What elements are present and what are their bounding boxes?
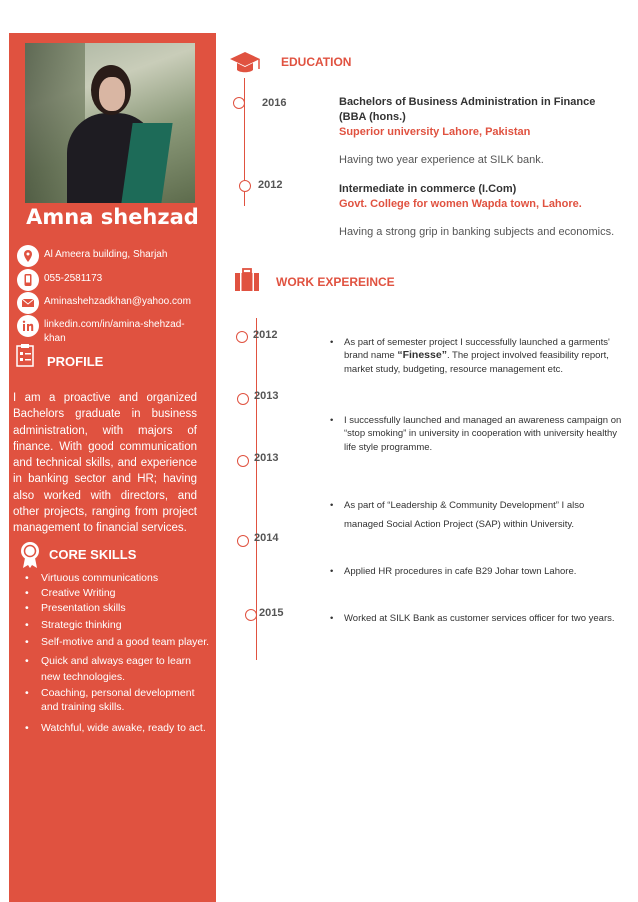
work-text: Applied HR procedures in cafe B29 Johar town Lahore.: [344, 566, 577, 577]
education-year: 2016: [262, 97, 287, 109]
timeline-dot: [239, 180, 251, 192]
work-text: I successfully launched and managed an awareness campaign on “stop smoking” in university in cooperation with university healthy life style programme.: [344, 415, 622, 453]
degree-title: Intermediate in commerce (I.Com): [339, 183, 517, 195]
brand-name: “Finesse”: [397, 349, 447, 362]
skill-item: • Presentation skills: [25, 601, 211, 616]
work-text: Worked at SILK Bank as customer services officer for two years.: [344, 613, 615, 624]
candidate-name: Amna shehzad: [26, 205, 199, 229]
institution-name: Govt. College for women Wapda town, Lahore.: [339, 198, 582, 210]
work-timeline: [256, 318, 257, 660]
skill-item: • Self-motive and a good team player.: [25, 635, 211, 650]
skill-item: • Virtuous communications: [25, 571, 211, 586]
education-note: Having a strong grip in banking subjects and economics.: [339, 226, 615, 238]
work-year: 2013: [254, 390, 279, 402]
skills-badge-icon: [19, 541, 41, 569]
email-link[interactable]: Aminashehzadkhan@yahoo.com: [44, 296, 191, 307]
phone-text: 055-2581173: [44, 273, 103, 284]
institution-name: Superior university Lahore, Pakistan: [339, 126, 531, 138]
work-text: As part of semester project I successfully launched a garments' brand name: [344, 337, 610, 362]
skill-item: • Coaching, personal development and training skills.: [25, 686, 211, 715]
work-year: 2012: [253, 329, 278, 341]
graduation-cap-icon: [228, 50, 262, 76]
skill-item: • Watchful, wide awake, ready to act.: [25, 721, 211, 736]
work-item: • Applied HR procedures in cafe B29 Johar town Lahore.: [330, 565, 626, 578]
work-item: • Worked at SILK Bank as customer services officer for two years.: [330, 612, 626, 625]
work-year: 2014: [254, 532, 279, 544]
education-year: 2012: [258, 179, 283, 191]
work-text: As part of “Leadership & Community Development” I also managed Social Action Project (SAP) within University.: [344, 500, 585, 530]
profile-heading: PROFILE: [47, 354, 104, 369]
sidebar: [9, 33, 216, 902]
work-heading: WORK EXPEREINCE: [276, 275, 395, 289]
work-year: 2015: [259, 607, 284, 619]
phone-icon: [17, 269, 39, 291]
skill-item: • Quick and always eager to learn new technologies.: [25, 653, 211, 685]
briefcase-icon: [234, 268, 260, 292]
timeline-dot: [236, 331, 248, 343]
work-text: . The project involved feasibility report, market study, budgeting, resource management etc.: [344, 350, 609, 375]
degree-title: Bachelors of Business Administration in Finance (BBA (hons.): [339, 96, 596, 123]
timeline-dot: [237, 455, 249, 467]
skill-item: • Creative Writing: [25, 586, 211, 601]
timeline-dot: [233, 97, 245, 109]
education-entry: [339, 95, 619, 168]
skills-heading: CORE SKILLS: [49, 547, 137, 562]
location-pin-icon: [17, 245, 39, 267]
linkedin-link[interactable]: linkedin.com/in/amina-shehzad-khan: [44, 319, 185, 344]
work-year: 2013: [254, 452, 279, 464]
timeline-dot: [245, 609, 257, 621]
skill-item: • Strategic thinking: [25, 618, 211, 633]
education-note: Having two year experience at SILK bank.: [339, 154, 544, 166]
work-item: • As part of “Leadership & Community Development” I also managed Social Action Project (SAP) within University.: [330, 496, 626, 534]
timeline-dot: [237, 535, 249, 547]
skills-list: [25, 571, 211, 736]
profile-clipboard-icon: [15, 343, 35, 367]
timeline-dot: [237, 393, 249, 405]
address-text: Al Ameera building, Sharjah: [44, 249, 168, 260]
work-item: • I successfully launched and managed an awareness campaign on “stop smoking” in university in cooperation with university healthy life style programme.: [330, 414, 626, 454]
profile-summary: I am a proactive and organized Bachelors graduate in business administration, with majors of finance. With good communication and technical skills, and experience in banking sector and HR; having also worked with directors, and other projects, ranging from project management to financial services.: [13, 392, 197, 535]
linkedin-icon: [17, 315, 39, 337]
work-item: • As part of semester project I successfully launched a garments' brand name “Finesse”. The project involved feasibility report, market study, budgeting, resource management etc.: [330, 337, 610, 375]
education-entry: [339, 182, 619, 240]
profile-photo: [25, 43, 195, 203]
mail-icon: [17, 292, 39, 314]
education-heading: EDUCATION: [281, 55, 352, 69]
